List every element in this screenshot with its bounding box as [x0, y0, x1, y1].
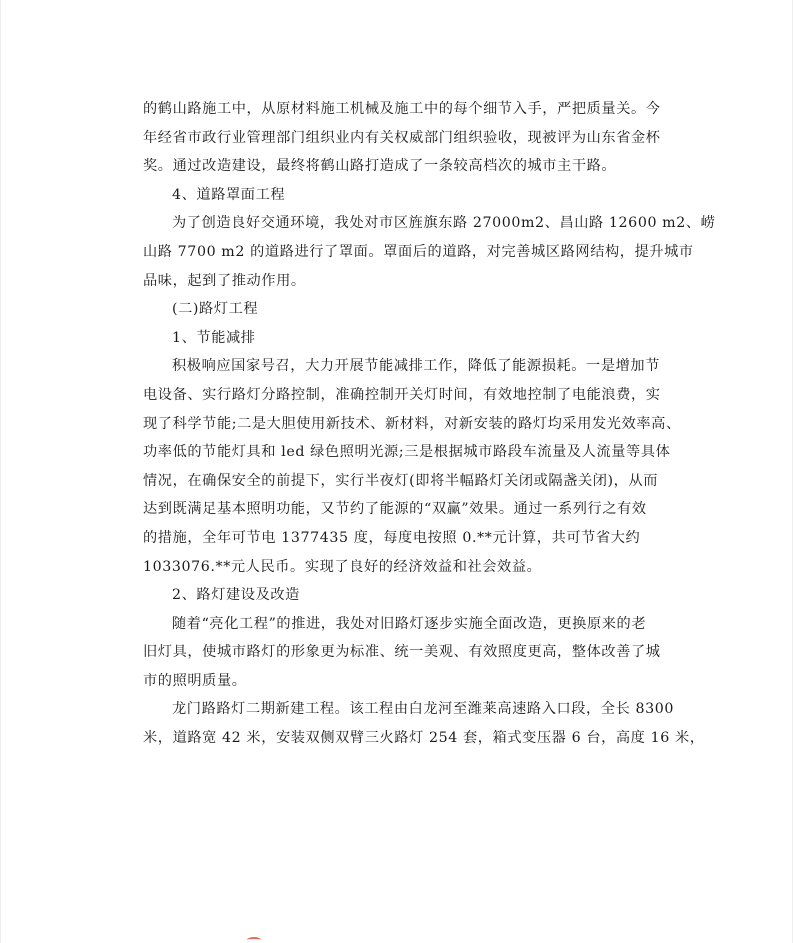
paragraph-line: 奖。通过改造建设，最终将鹤山路打造成了一条较高档次的城市主干路。	[143, 158, 617, 175]
paragraph-line: 现了科学节能;二是大胆使用新技术、新材料，对新安装的路灯均采用发光效率高、	[143, 415, 681, 432]
paragraph-line: 年经省市政行业管理部门组织业内有关权威部门组织验收，现被评为山东省金杯	[143, 129, 661, 146]
section-heading: (二)路灯工程	[172, 301, 259, 318]
paragraph-line: 的鹤山路施工中，从原材料施工机械及施工中的每个细节入手，严把质量关。今	[143, 101, 661, 117]
section-heading: 1、节能减排	[172, 329, 256, 346]
paragraph-line: 的措施，全年可节电 1377435 度，每度电按照 0.**元计算，共可节省大约	[143, 529, 641, 546]
paragraph-line: 市的照明质量。	[143, 672, 247, 689]
paragraph-line: 情况，在确保安全的前提下，实行半夜灯(即将半幅路灯关闭或隔盏关闭)，从而	[143, 472, 659, 489]
page-edge-mark	[247, 937, 261, 943]
section-heading: 4、道路罩面工程	[172, 186, 286, 203]
paragraph-line: 随着“亮化工程”的推进，我处对旧路灯逐步实施全面改造，更换原来的老	[172, 615, 647, 632]
paragraph-line: 龙门路路灯二期新建工程。该工程由白龙河至潍莱高速路入口段，全长 8300	[172, 701, 675, 718]
paragraph-line: 1033076.**元人民币。实现了良好的经济效益和社会效益。	[143, 558, 542, 575]
paragraph-line: 品味，起到了推动作用。	[143, 272, 306, 289]
paragraph-line: 电设备、实行路灯分路控制，准确控制开关灯时间，有效地控制了电能浪费，实	[143, 386, 661, 403]
document-body	[143, 95, 716, 753]
paragraph-line: 功率低的节能灯具和 led 绿色照明光源;三是根据城市路段车流量及人流量等具体	[143, 444, 671, 461]
paragraph-line: 米，道路宽 42 米，安装双侧双臂三火路灯 254 套，箱式变压器 6 台，高度 16 米，	[143, 730, 705, 747]
paragraph-line: 达到既满足基本照明功能，又节约了能源的“双赢”效果。通过一系列行之有效	[143, 501, 647, 518]
paragraph-line: 积极响应国家号召，大力开展节能减排工作，降低了能源损耗。一是增加节	[172, 358, 660, 375]
paragraph-line: 山路 7700 m2 的道路进行了罩面。罩面后的道路，对完善城区路网结构，提升城市	[143, 243, 694, 260]
paragraph-line: 为了创造良好交通环境，我处对市区旌旗东路 27000m2、昌山路 12600 m2、崂	[172, 215, 716, 232]
paragraph-line: 旧灯具，使城市路灯的形象更为标准、统一美观、有效照度更高，整体改善了城	[143, 644, 661, 661]
section-heading: 2、路灯建设及改造	[172, 587, 300, 604]
